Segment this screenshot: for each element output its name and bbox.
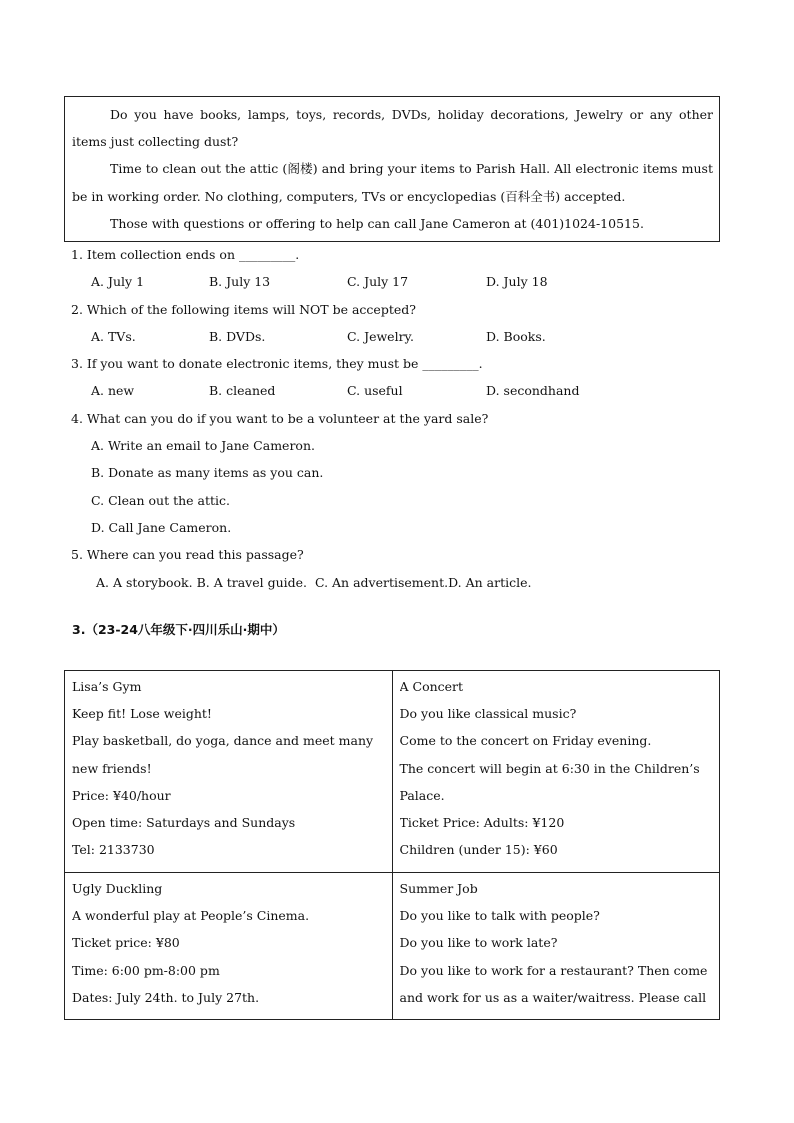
option-a: A. new [91, 383, 135, 399]
option-d: D. July 18 [486, 274, 548, 290]
question-3: 3. If you want to donate electronic items, they must be _________. [71, 356, 483, 372]
ad-line: Do you like classical music? [399, 706, 577, 722]
ad-line: Children (under 15): ¥60 [399, 842, 558, 858]
option-c: C. useful [347, 383, 403, 399]
ad-line: Dates: July 24th. to July 27th. [72, 989, 260, 1005]
option-b: B. cleaned [209, 383, 276, 399]
question-4-option-a: A. Write an email to Jane Cameron. [91, 438, 315, 454]
ads-table [64, 670, 720, 1020]
ad-line: Price: ¥40/hour [72, 787, 171, 803]
notice-paragraph-3: Those with questions or offering to help can call Jane Cameron at (401)1024-10515. [110, 215, 644, 231]
notice-box [64, 96, 720, 242]
option-c: C. Jewelry. [347, 328, 414, 344]
question-4-option-b: B. Donate as many items as you can. [91, 465, 324, 481]
ad-line: Open time: Saturdays and Sundays [72, 815, 296, 831]
ad-title: Summer Job [399, 881, 478, 896]
ad-gym [65, 671, 393, 873]
question-3-options [71, 377, 721, 404]
ad-line: Do you like to work late? [399, 935, 558, 951]
ad-line: Ticket price: ¥80 [72, 935, 180, 951]
option-a: A. TVs. [91, 328, 136, 344]
question-5: 5. Where can you read this passage? [71, 547, 304, 563]
option-b: B. A travel guide. [196, 574, 307, 590]
option-d: D. secondhand [486, 383, 580, 399]
question-list [71, 241, 721, 596]
ad-line: Do you like to work for a restaurant? Then come and work for us as a waiter/waitress. Please call [399, 962, 708, 1005]
ad-line: Time: 6:00 pm-8:00 pm [72, 962, 220, 978]
ad-line: Play basketball, do yoga, dance and meet many new friends! [72, 733, 374, 776]
ad-line: Come to the concert on Friday evening. [399, 733, 652, 749]
option-c: C. July 17 [347, 274, 409, 290]
option-a: A. A storybook. [96, 574, 193, 590]
ad-title: Lisa’s Gym [72, 679, 142, 694]
notice-paragraph-1: Do you have books, lamps, toys, records, DVDs, holiday decorations, Jewelry or any other items just collecting dust? [72, 107, 713, 150]
section-title: 3.（23-24八年级下·四川乐山·期中） [72, 622, 285, 637]
ad-line: Tel: 2133730 [72, 842, 155, 858]
question-2-options [71, 323, 721, 350]
question-1: 1. Item collection ends on _________. [71, 247, 300, 262]
ad-line: A wonderful play at People’s Cinema. [72, 908, 310, 924]
ad-line: Do you like to talk with people? [399, 908, 600, 924]
ad-line: The concert will begin at 6:30 in the Children’s Palace. [399, 760, 700, 803]
question-4-option-d: D. Call Jane Cameron. [91, 519, 232, 535]
option-b: B. July 13 [209, 274, 271, 290]
ad-concert [392, 671, 720, 873]
option-c: C. An advertisement. [314, 574, 449, 590]
option-d: D. Books. [486, 328, 546, 344]
question-1-options [71, 268, 721, 295]
ad-summer-job [392, 873, 720, 1020]
ad-title: A Concert [399, 679, 464, 694]
question-5-options [71, 569, 721, 596]
ad-play [65, 873, 393, 1020]
option-a: A. July 1 [91, 274, 145, 290]
question-2: 2. Which of the following items will NOT be accepted? [71, 301, 416, 317]
notice-paragraph-2: Time to clean out the attic (阁楼) and bring your items to Parish Hall. All electronic items must be in working order. No clothing, computers, TVs or encyclopedias (百科全书) accepted. [72, 161, 713, 204]
ad-title: Ugly Duckling [72, 881, 163, 896]
option-d: D. An article. [448, 574, 532, 590]
question-4-option-c: C. Clean out the attic. [91, 492, 230, 508]
option-b: B. DVDs. [209, 328, 266, 344]
ad-line: Keep fit! Lose weight! [72, 706, 212, 722]
question-4: 4. What can you do if you want to be a volunteer at the yard sale? [71, 410, 489, 426]
ad-line: Ticket Price: Adults: ¥120 [399, 815, 565, 831]
